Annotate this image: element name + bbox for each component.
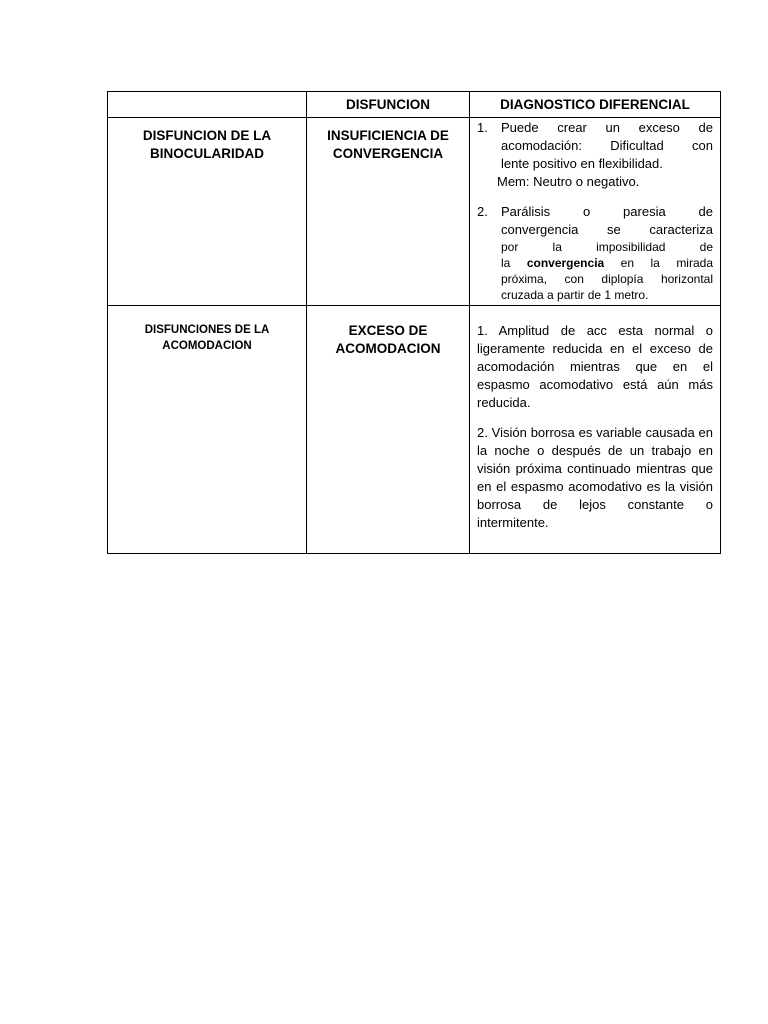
dysfunction-line: EXCESO DE — [348, 323, 428, 338]
text-line: cruzada a partir de 1 metro. — [501, 288, 649, 302]
dysfunction-cell — [307, 118, 470, 306]
category-line: DISFUNCIONES DE LA — [144, 324, 270, 336]
text-line: lente positivo en flexibilidad. — [501, 156, 663, 171]
dysfunction-line: INSUFICIENCIA DE — [327, 128, 449, 143]
header-disfuncion: DISFUNCION — [307, 92, 470, 118]
category-line: BINOCULARIDAD — [150, 146, 264, 161]
text-line — [501, 255, 713, 271]
category-cell — [108, 118, 307, 306]
table-row — [108, 306, 721, 554]
text-fragment: la — [501, 256, 527, 270]
header-empty-cell — [108, 92, 307, 118]
mem-line: Mem: Neutro o negativo. — [497, 174, 640, 189]
diagnosis-paragraph: 2. Visión borrosa es variable causada en la noche o después de un trabajo en visión próxima continuado mientras que en el espasmo acomodativo es la visión borrosa de lejos constante o intermitente. — [477, 425, 713, 530]
table-row — [108, 118, 721, 306]
diagnosis-cell — [470, 306, 721, 554]
header-row — [108, 92, 721, 118]
dysfunction-line: CONVERGENCIA — [332, 146, 444, 161]
header-diagnostico-diferencial: DIAGNOSTICO DIFERENCIAL — [470, 92, 721, 118]
text-line: convergencia se caracteriza — [501, 222, 713, 237]
list-number: 1. — [477, 120, 488, 135]
text-line: próxima, con diplopía horizontal — [501, 272, 713, 286]
diagnosis-cell — [470, 118, 721, 306]
text-fragment: en la mirada — [604, 256, 713, 270]
category-line: DISFUNCION DE LA — [142, 128, 272, 143]
list-body — [501, 119, 713, 173]
dysfunction-line: ACOMODACION — [335, 341, 441, 356]
differential-diagnosis-table — [107, 91, 721, 554]
text-line: Parálisis o paresia de — [501, 204, 713, 219]
text-line: por la imposibilidad de — [501, 240, 713, 254]
dysfunction-cell — [307, 306, 470, 554]
list-item — [477, 203, 713, 303]
category-line: ACOMODACION — [162, 340, 252, 352]
diagnosis-paragraph: 1. Amplitud de acc esta normal o ligeramente reducida en el exceso de acomodación mientras que en el espasmo acomodativo está aún más reducida. — [477, 323, 713, 410]
text-line: Puede crear un exceso de — [501, 120, 713, 135]
list-number: 2. — [477, 204, 488, 219]
list-body — [501, 203, 713, 303]
list-item — [477, 119, 713, 173]
text-line: acomodación: Dificultad con — [501, 138, 713, 153]
category-cell — [108, 306, 307, 554]
bold-term: convergencia — [526, 256, 605, 270]
